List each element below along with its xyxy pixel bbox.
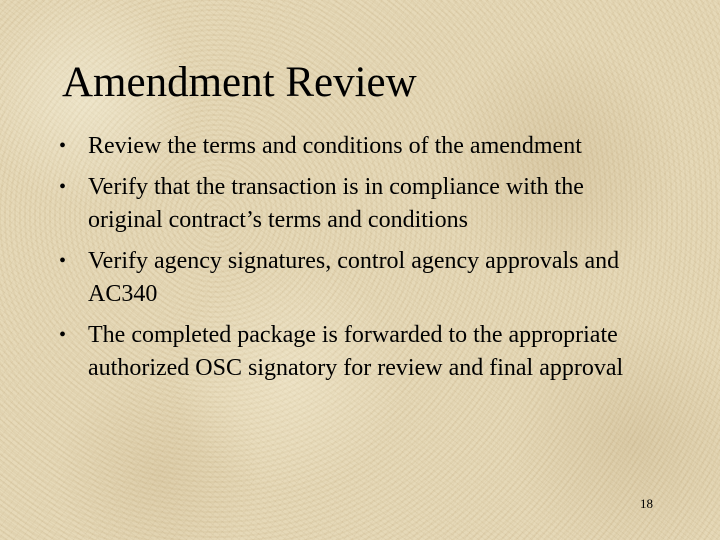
bullet-list [59,130,662,393]
slide-title: Amendment Review [62,59,417,106]
bullet-text: The completed package is forwarded to the appropriate authorized OSC signatory for review and final approval [88,322,624,381]
bullet-item [59,319,662,385]
bullet-dot-icon: • [59,250,67,272]
bullet-text: Review the terms and conditions of the amendment [88,133,582,159]
bullet-dot-icon: • [59,135,67,157]
bullet-dot-icon: • [59,324,67,346]
bullet-item [59,130,662,163]
bullet-item [59,245,662,311]
bullet-dot-icon: • [59,176,67,198]
bullet-text: Verify agency signatures, control agency approvals and AC340 [88,248,620,307]
bullet-item [59,171,662,237]
page-number: 18 [640,496,653,511]
bullet-text: Verify that the transaction is in compliance with the original contract’s terms and conditions [88,174,584,233]
